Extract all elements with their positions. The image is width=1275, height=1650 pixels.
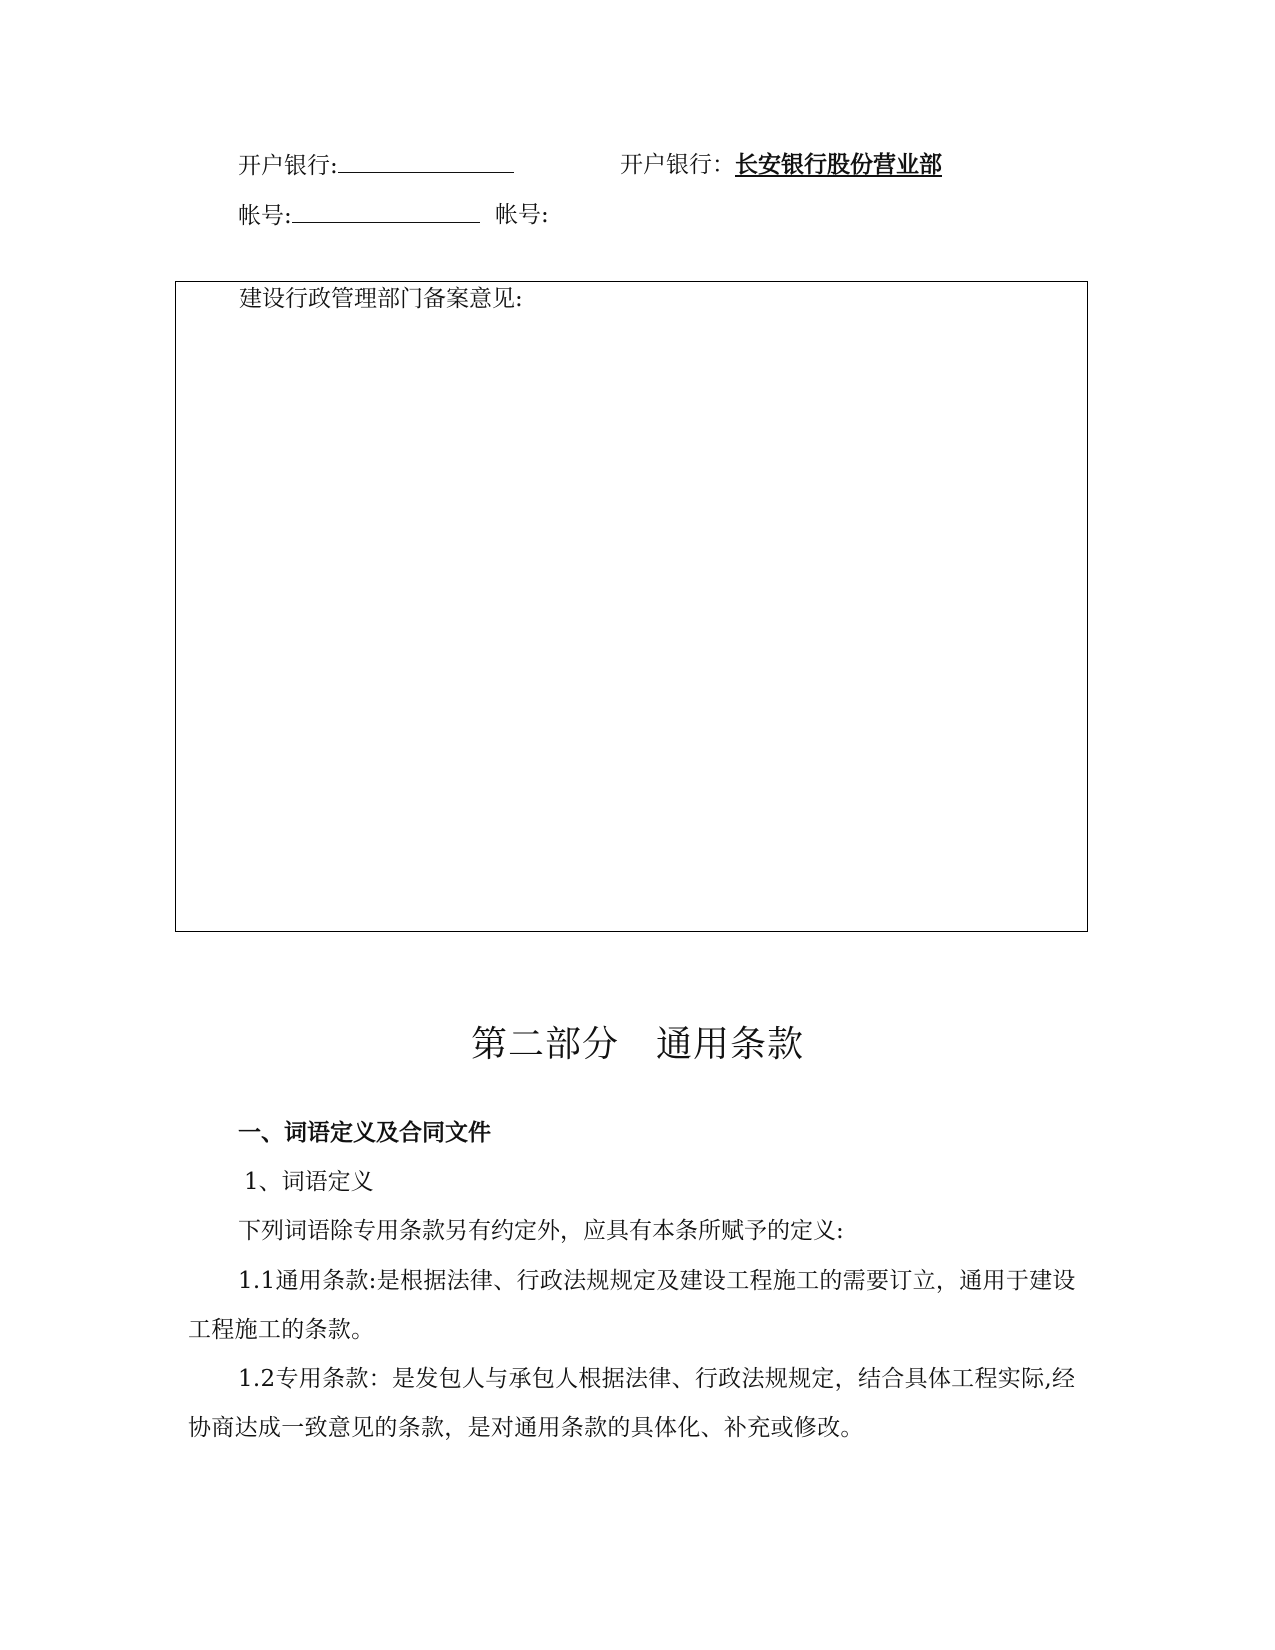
right-account-line — [495, 200, 549, 230]
filing-opinion-box — [175, 281, 1088, 932]
right-bank-label: 开户银行： — [620, 152, 735, 178]
right-account-label: 帐号: — [495, 202, 549, 228]
clause-1-1: 1.1通用条款:是根据法律、行政法规规定及建设工程施工的需要订立，通用于建设工程施工的条款。 — [188, 1268, 1076, 1343]
filing-opinion-label: 建设行政管理部门备案意见: — [239, 286, 523, 312]
left-bank-line — [238, 150, 514, 181]
left-bank-blank — [338, 150, 514, 173]
right-bank-line — [620, 150, 942, 180]
left-account-blank — [292, 200, 480, 223]
left-bank-label: 开户银行: — [238, 153, 338, 179]
clause-1-2: 1.2专用条款：是发包人与承包人根据法律、行政法规规定，结合具体工程实际,经协商达成一致意见的条款，是对通用条款的具体化、补充或修改。 — [188, 1366, 1076, 1441]
section-intro: 下列词语除专用条款另有约定外，应具有本条所赋予的定义: — [238, 1218, 844, 1244]
right-bank-value: 长安银行股份营业部 — [735, 151, 942, 178]
part-title: 第二部分 通用条款 — [470, 1024, 804, 1065]
section-subheading: 1、词语定义 — [244, 1169, 374, 1195]
left-account-label: 帐号: — [238, 203, 292, 229]
left-account-line — [238, 200, 480, 231]
section-heading: 一、词语定义及合同文件 — [238, 1120, 491, 1146]
